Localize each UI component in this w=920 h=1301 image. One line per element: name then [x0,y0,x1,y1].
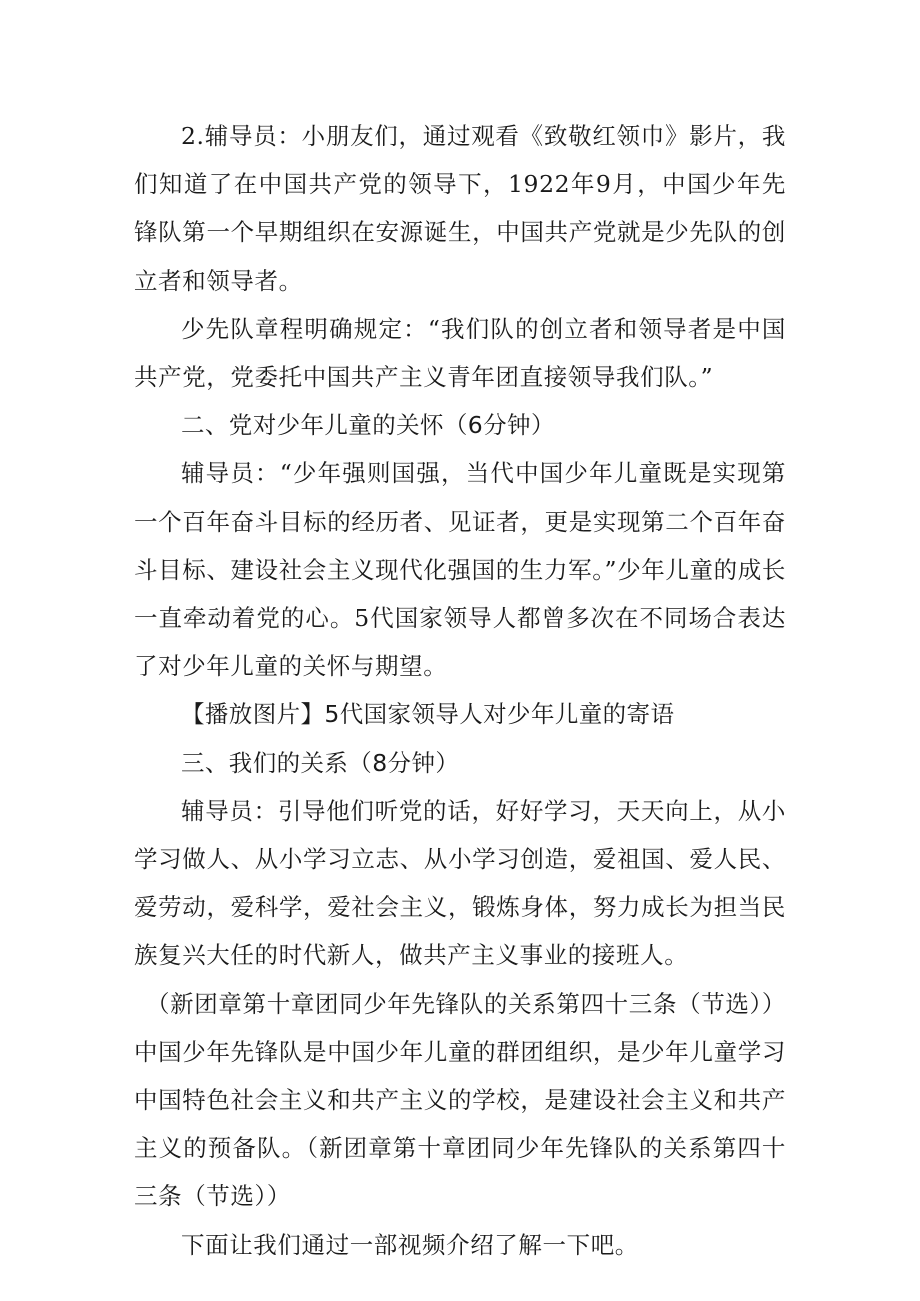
paragraph-league-charter: （新团章第十章团同少年先锋队的关系第四十三条（节选））中国少年先锋队是中国少年儿童的群团组织，是少年儿童学习中国特色社会主义和共产主义的学校，是建设社会主义和共产主义的预备队。（新团章第十章团同少年先锋队的关系第四十三条（节选）） [134,989,786,1211]
paragraph-video-intro: 下面让我们通过一部视频介绍了解一下吧。 [181,1230,639,1259]
section-heading-party-care: 二、党对少年儿童的关怀（6分钟） [181,411,555,440]
document-body [134,112,786,1269]
paragraph-counselor-care: 辅导员：“少年强则国强，当代中国少年儿童既是实现第一个百年奋斗目标的经历者、见证者，更是实现第二个百年奋斗目标、建设社会主义现代化强国的生力军。”少年儿童的成长一直牵动着党的心。5代国家领导人都曾多次在不同场合表达了对少年儿童的关怀与期望。 [134,459,786,681]
play-images-text: 5代国家领导人对少年儿童的寄语 [324,700,675,729]
section-heading-relationship: 三、我们的关系（8分钟） [181,748,460,777]
paragraph-counselor-guidance: 辅导员：引导他们听党的话，好好学习，天天向上，从小学习做人、从小学习立志、从小学习创造，爱祖国、爱人民、爱劳动，爱科学，爱社会主义，锻炼身体，努力成长为担当民族复兴大任的时代新人，做共产主义事业的接班人。 [134,796,786,970]
play-images-line [134,690,786,738]
paragraph-counselor-intro: 2.辅导员：小朋友们，通过观看《致敬红领巾》影片，我们知道了在中国共产党的领导下，1922年9月，中国少年先锋队第一个早期组织在安源诞生，中国共产党就是少先队的创立者和领导者。 [134,122,786,295]
paragraph-charter-rule: 少先队章程明确规定：“我们队的创立者和领导者是中国共产党，党委托中国共产主义青年团直接领导我们队。” [134,314,786,392]
play-images-tag: 【播放图片】 [181,700,325,729]
